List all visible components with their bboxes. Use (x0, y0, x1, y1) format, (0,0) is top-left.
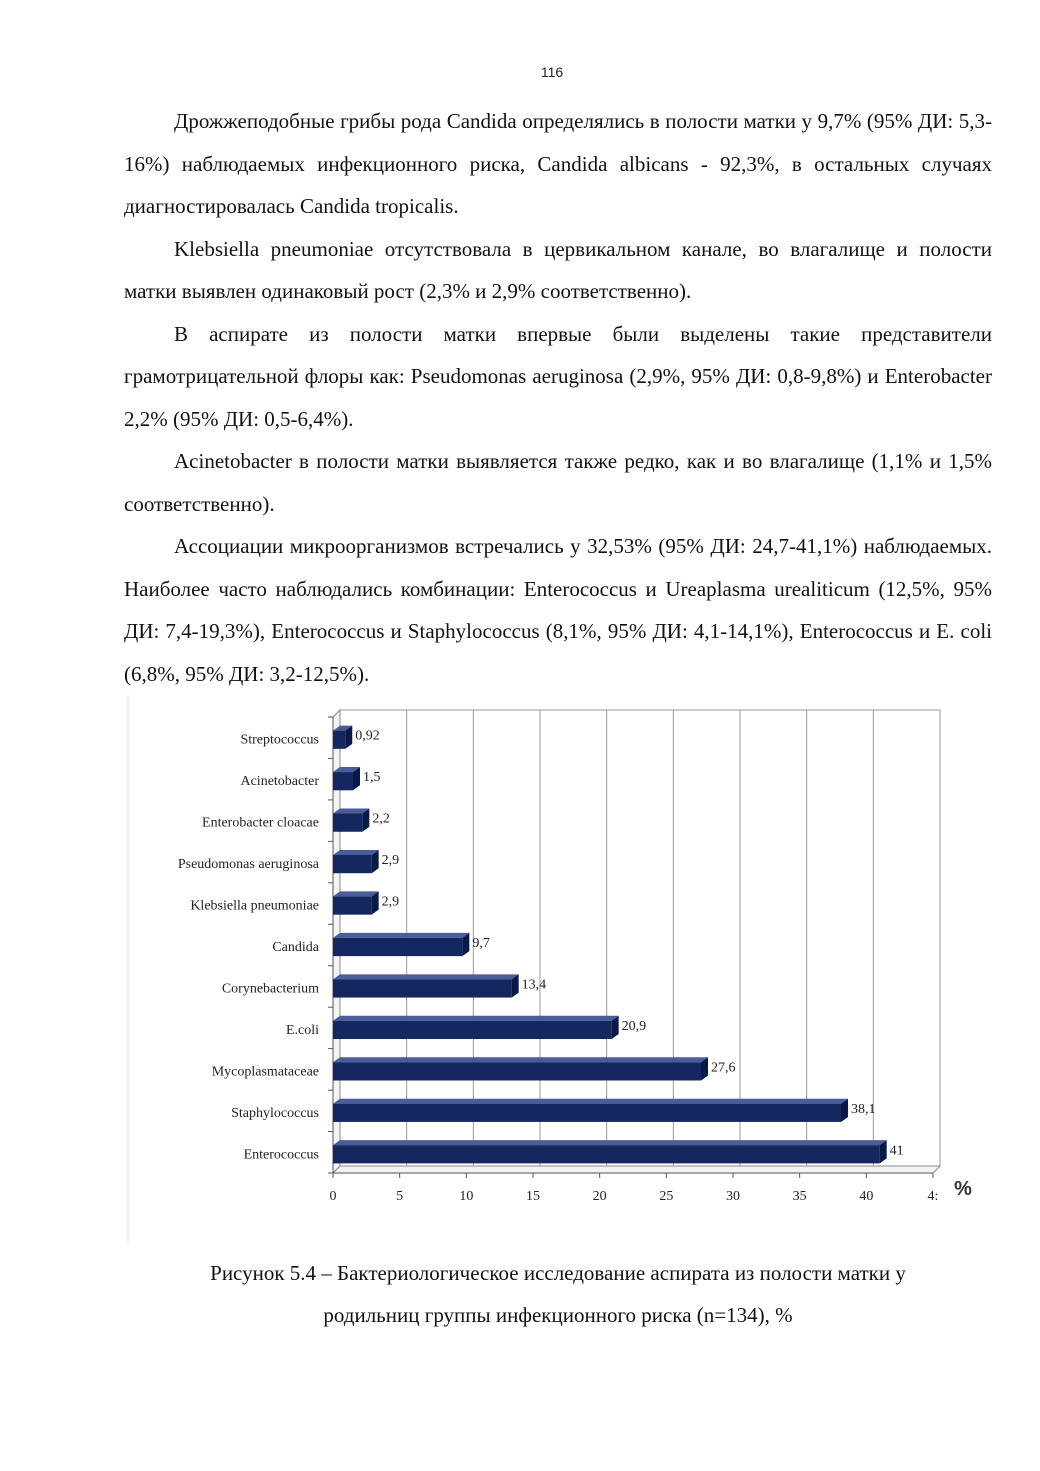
bar (333, 731, 345, 749)
bar (333, 1062, 701, 1080)
bar (333, 1145, 880, 1163)
chart-floor (333, 1166, 940, 1173)
bar-chart (127, 695, 987, 1245)
x-tick-label: 20 (592, 1189, 607, 1204)
data-label: 2,9 (381, 894, 400, 910)
data-label: 38,1 (851, 1101, 876, 1117)
category-label: Streptococcus (240, 732, 319, 748)
bar-top-face (333, 1099, 848, 1104)
body-text (124, 100, 992, 695)
x-axis-unit-label: % (954, 1178, 972, 1200)
x-tick-label: 5 (396, 1189, 404, 1204)
x-tick-label: 15 (526, 1189, 540, 1204)
x-tick-label: 40 (859, 1189, 874, 1204)
category-label: Acinetobacter (240, 774, 319, 790)
bar-top-face (333, 891, 379, 896)
x-tick-label: 0 (329, 1189, 337, 1204)
x-tick-label: 4: (927, 1189, 939, 1204)
data-label: 20,9 (621, 1018, 647, 1034)
category-label: Enterococcus (243, 1147, 319, 1163)
paragraph-klebsiella: Klebsiella pneumoniae отсутствовала в цервикальном канале, во влагалище и полости матки выявлен одинаковый рост (2,3% и 2,9% соответственно). (124, 236, 992, 303)
data-label: 27,6 (711, 1060, 736, 1076)
bar (333, 938, 462, 956)
x-tick-label: 35 (792, 1189, 807, 1204)
category-label: Enterobacter cloacae (202, 815, 319, 831)
data-label: 9,7 (472, 936, 490, 951)
category-label: Staphylococcus (231, 1105, 319, 1121)
bar (333, 855, 372, 873)
paragraph-associations: Ассоциации микроорганизмов встречались у 32,53% (95% ДИ: 24,7-41,1%) наблюдаемых. Наиболее часто наблюдались комбинации: Enterococcus и Ureaplasma urealiticum (12,5%, 95% ДИ: 7,4-19,3%), Enterococcus и Staphylococcus (8,1%, 95% ДИ: 4,1-14,1%), Enterococcus и E. coli (6,8%, 95% ДИ: 3,2-12,5%). (124, 534, 992, 686)
data-label: 1,5 (363, 770, 381, 786)
x-tick-label: 10 (459, 1189, 474, 1204)
paragraph-gram-negative: В аспирате из полости матки впервые были выделены такие представители грамотрицательной флоры как: Pseudomonas aeruginosa (2,9%, 95% ДИ: 0,8-9,8%) и Enterobacter 2,2% (95% ДИ: 0,5-6,4%). (124, 321, 992, 431)
caption-line-1: Рисунок 5.4 – Бактериологическое исследование аспирата из полости матки у (210, 1261, 906, 1285)
data-label: 13,4 (521, 977, 547, 993)
caption-line-2: родильниц группы инфекционного риска (n=134), % (323, 1303, 793, 1327)
bar (333, 1104, 841, 1122)
category-label: E.coli (285, 1022, 319, 1038)
bar-chart-svg (127, 695, 987, 1245)
data-label: 41 (889, 1143, 904, 1159)
data-label: 2,2 (372, 811, 390, 827)
bar (333, 1021, 612, 1039)
x-tick-label: 25 (659, 1189, 674, 1204)
bar-top-face (333, 850, 379, 855)
page-number: 116 (540, 64, 564, 80)
category-label: Klebsiella pneumoniae (190, 898, 319, 914)
x-tick-label: 30 (726, 1189, 740, 1204)
bar-top-face (333, 1057, 708, 1062)
bar (333, 772, 353, 790)
bar (333, 814, 362, 832)
data-label: 0,92 (355, 728, 380, 744)
category-label: Candida (272, 940, 319, 955)
paragraph-candida: Дрожжеподобные грибы рода Candida определялись в полости матки у 9,7% (95% ДИ: 5,3-16%) наблюдаемых инфекционного риска, Candida albicans - 92,3%, в остальных случаях диагностировалась Candida tropicalis. (124, 109, 992, 218)
bar-top-face (333, 974, 519, 979)
data-label: 2,9 (381, 853, 400, 869)
category-label: Pseudomonas aeruginosa (177, 857, 319, 873)
category-label: Mycoplasmataceae (211, 1064, 319, 1080)
bar-top-face (333, 933, 469, 938)
bar (333, 979, 512, 997)
figure-caption (124, 1252, 992, 1336)
bar-top-face (333, 1140, 887, 1145)
bar (333, 896, 372, 914)
paragraph-acinetobacter: Acinetobacter в полости матки выявляется также редко, как и во влагалище (1,1% и 1,5% соответственно). (124, 449, 992, 516)
category-label: Corynebacterium (221, 981, 319, 997)
bar-top-face (333, 1016, 619, 1021)
